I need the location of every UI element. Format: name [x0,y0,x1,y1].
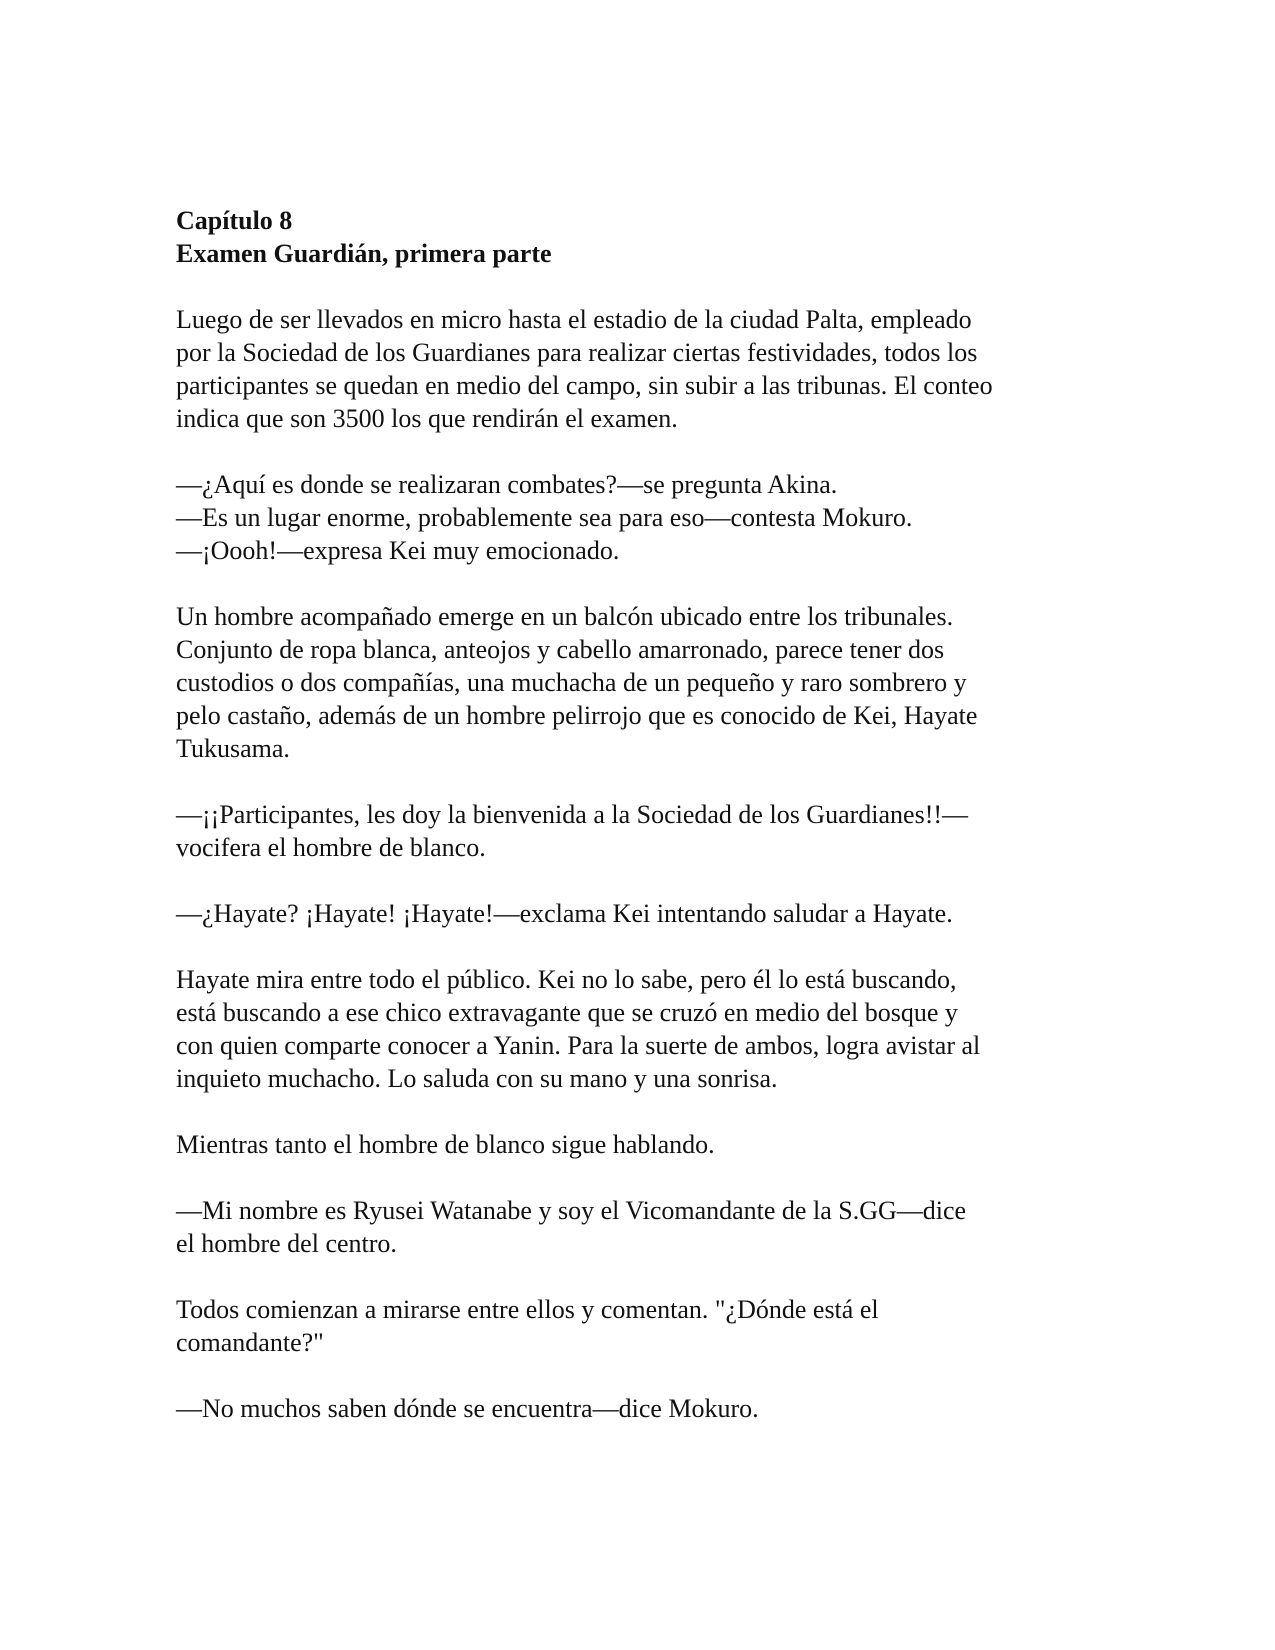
paragraph-line: Hayate mira entre todo el público. Kei no lo sabe, pero él lo está buscando, [176,965,957,994]
paragraph [176,963,1116,1095]
paragraph-line: está buscando a ese chico extravagante que se cruzó en medio del bosque y [176,998,958,1027]
paragraph [176,303,1116,435]
dialogue-line: —¡Oooh!—expresa Kei muy emocionado. [176,536,620,565]
dialogue-line: —Mi nombre es Ryusei Watanabe y soy el Vicomandante de la S.GG—dice [176,1196,967,1225]
paragraph-line: Mientras tanto el hombre de blanco sigue hablando. [176,1130,715,1159]
document-body [176,204,1116,1458]
paragraph-line: participantes se quedan en medio del campo, sin subir a las tribunas. El conteo [176,371,993,400]
dialogue-paragraph [176,468,1116,567]
dialogue-paragraph [176,897,1116,930]
paragraph-line: pelo castaño, además de un hombre pelirrojo que es conocido de Kei, Hayate [176,701,978,730]
paragraph-line: por la Sociedad de los Guardianes para realizar ciertas festividades, todos los [176,338,978,367]
dialogue-paragraph [176,1392,1116,1425]
dialogue-paragraph [176,1194,1116,1260]
dialogue-line: —¿Hayate? ¡Hayate! ¡Hayate!—exclama Kei intentando saludar a Hayate. [176,899,953,928]
paragraph-line: Un hombre acompañado emerge en un balcón ubicado entre los tribunales. [176,602,954,631]
paragraph-line: con quien comparte conocer a Yanin. Para la suerte de ambos, logra avistar al [176,1031,981,1060]
paragraph [176,1128,1116,1161]
chapter-heading [176,204,1116,270]
heading-spacer [176,270,1116,303]
dialogue-line: —¡¡Participantes, les doy la bienvenida a la Sociedad de los Guardianes!!— [176,800,969,829]
paragraph [176,1293,1116,1359]
dialogue-line: el hombre del centro. [176,1229,397,1258]
paragraph [176,600,1116,765]
paragraph-line: Luego de ser llevados en micro hasta el estadio de la ciudad Palta, empleado [176,305,972,334]
dialogue-line: —No muchos saben dónde se encuentra—dice Mokuro. [176,1394,759,1423]
dialogue-line: —Es un lugar enorme, probablemente sea para eso—contesta Mokuro. [176,503,913,532]
dialogue-line: vocifera el hombre de blanco. [176,833,486,862]
paragraph-line: inquieto muchacho. Lo saluda con su mano y una sonrisa. [176,1064,778,1093]
paragraph-line: indica que son 3500 los que rendirán el examen. [176,404,678,433]
paragraph-line: Conjunto de ropa blanca, anteojos y cabello amarronado, parece tener dos [176,635,945,664]
paragraph-line: custodios o dos compañías, una muchacha de un pequeño y raro sombrero y [176,668,967,697]
paragraph-line: Todos comienzan a mirarse entre ellos y comentan. "¿Dónde está el [176,1295,879,1324]
chapter-title: Examen Guardián, primera parte [176,239,552,268]
paragraph-line: Tukusama. [176,734,290,763]
paragraph-line: comandante?" [176,1328,324,1357]
chapter-number: Capítulo 8 [176,206,293,235]
dialogue-paragraph [176,798,1116,864]
dialogue-line: —¿Aquí es donde se realizaran combates?—se pregunta Akina. [176,470,838,499]
